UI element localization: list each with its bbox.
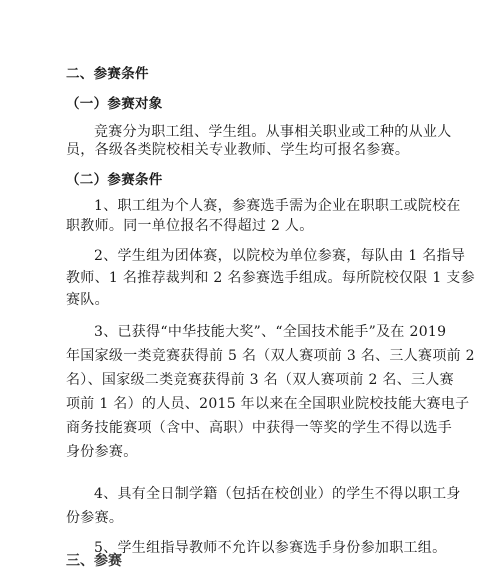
paragraph-line: 员，各级各类院校相关专业教师、学生均可报名参赛。 <box>66 142 410 158</box>
list-item-line: 年国家级一类竞赛获得前 5 名（双人赛项前 3 名、三人赛项前 2 <box>66 348 475 364</box>
section-heading: 二、参赛条件 <box>66 66 149 82</box>
list-item-line: 2、学生组为团体赛，以院校为单位参赛，每队由 1 名指导 <box>94 248 466 264</box>
subsection-heading-conditions: （二）参赛条件 <box>66 172 163 188</box>
list-item-line: 名）、国家级二类竞赛获得前 3 名（双人赛项前 2 名、三人赛 <box>66 372 454 388</box>
cutoff-heading <box>66 553 136 569</box>
list-item-line: 职教师。同一单位报名不得超过 2 人。 <box>66 218 314 234</box>
list-item-line: 教师、1 名推荐裁判和 2 名参赛选手组成。每所院校仅限 1 支参 <box>66 270 475 286</box>
list-item-line: 4、具有全日制学籍（包括在校创业）的学生不得以职工身 <box>94 486 461 502</box>
list-item-line: 3、已获得“中华技能大奖”、“全国技术能手”及在 2019 <box>94 324 447 340</box>
subsection-heading-participants: （一）参赛对象 <box>66 96 163 112</box>
list-item-line: 份参赛。 <box>66 510 124 526</box>
list-item-line: 赛队。 <box>66 292 109 308</box>
paragraph-line: 竞赛分为职工组、学生组。从事相关职业或工种的从业人 <box>94 124 452 140</box>
list-item-line: 商务技能赛项（含中、高职）中获得一等奖的学生不得以选手 <box>66 420 453 436</box>
list-item-line: 项前 1 名）的人员、2015 年以来在全国职业院校技能大赛电子 <box>66 396 470 412</box>
cutoff-heading-text: 三、参赛 <box>66 553 122 569</box>
list-item-line: 5、学生组指导教师不允许以参赛选手身份参加职工组。 <box>94 540 447 556</box>
list-item-line: 身份参赛。 <box>66 444 138 460</box>
list-item-line: 1、职工组为个人赛，参赛选手需为企业在职职工或院校在 <box>94 198 461 214</box>
